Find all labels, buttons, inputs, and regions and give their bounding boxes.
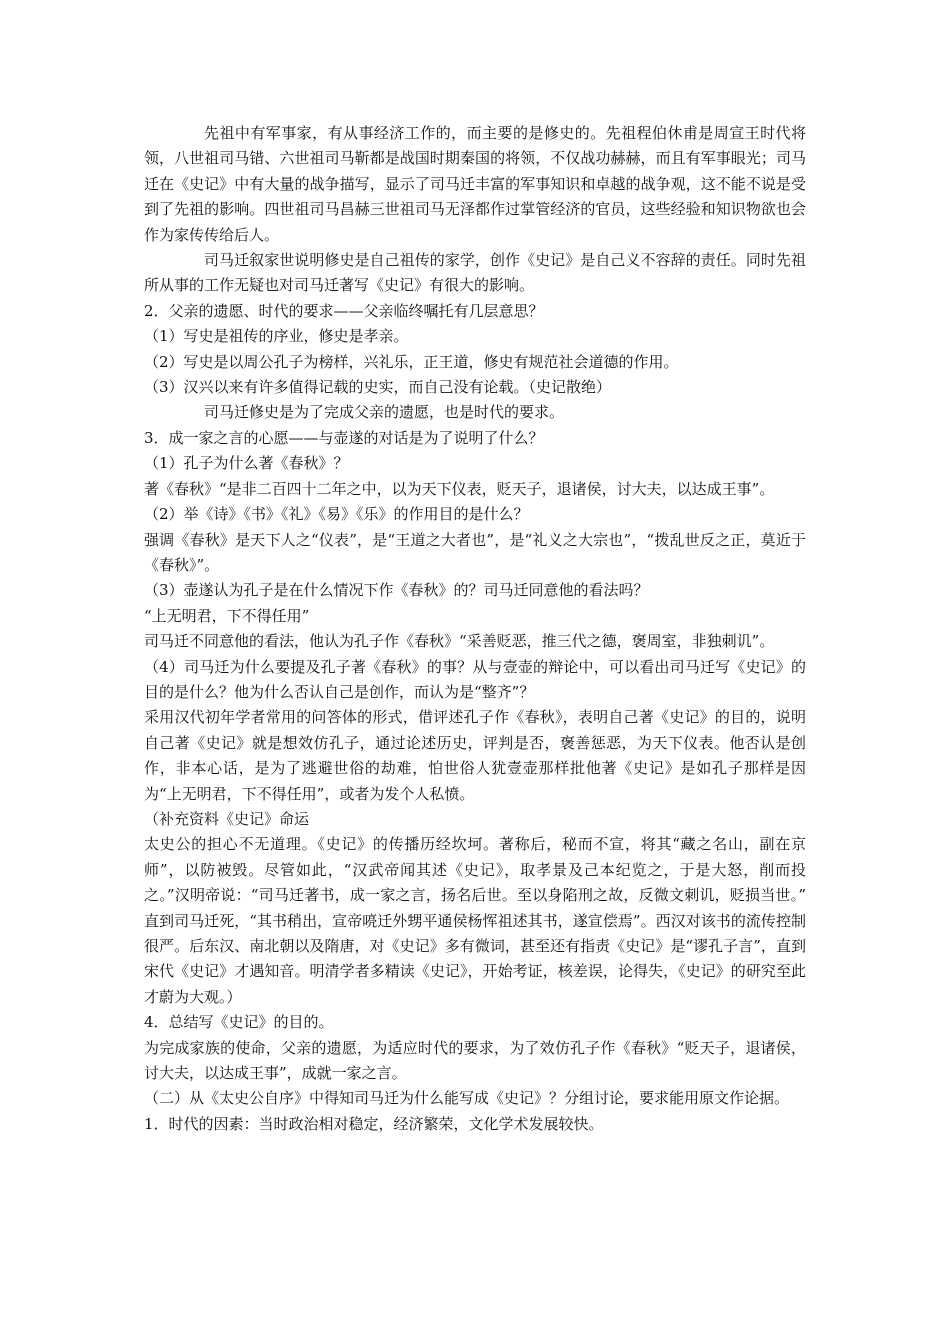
heading-father-wish: 2．父亲的遗愿、时代的要求——父亲临终嘱托有几层意思？ [144,301,544,320]
document-page [144,121,806,1137]
paragraph-summary: 司马迁修史是为了完成父亲的遗愿，也是时代的要求。 [204,403,565,422]
paragraph-ancestors: 先祖中有军事家，有从事经济工作的，而主要的是修史的。先祖程伯休甫是周宣王时代将领，八世祖司马错、六世祖司马靳都是战国时期秦国的将领，不仅战功赫赫，而且有军事眼光；司马迁在《史记》中有大量的战争描写，显示了司马迁丰富的军事知识和卓越的战争观，这不能不说是受到了先祖的影响。四世祖司马昌赫三世祖司马无泽都作过掌管经济的官员，这些经验和知识物欲也会作为家传传给后人。 [144,124,806,244]
paragraph-family-history: 司马迁叙家世说明修史是自己祖传的家学，创作《史记》是自己义不容辞的责任。同时先祖所从事的工作无疑也对司马迁著写《史记》有很大的影响。 [144,251,806,295]
answer: 司马迁不同意他的看法，他认为孔子作《春秋》“采善贬恶，推三代之德，褒周室，非独刺讥”。 [144,632,775,651]
heading-summary-purpose: 4．总结写《史记》的目的。 [144,1013,334,1032]
question: （1）孔子为什么著《春秋》？ [144,454,349,473]
list-item: （2）写史是以周公孔子为榜样，兴礼乐，正王道，修史有规范社会道德的作用。 [144,352,679,371]
answer: “上无明君，下不得任用” [144,606,310,625]
list-item: （3）汉兴以来有许多值得记载的史实，而自己没有论载。（史记散绝） [144,378,612,397]
question: （4）司马迁为什么要提及孔子著《春秋》的事？从与壹壶的辩论中，可以看出司马迁写《史记》的目的是什么？他为什么否认自己是创作，而认为是“整齐”？ [144,657,806,701]
question: （2）举《诗》《书》《礼》《易》《乐》的作用目的是什么？ [144,505,529,524]
answer: 为完成家族的使命，父亲的遗愿，为适应时代的要求，为了效仿孔子作《春秋》“贬天子，退诸侯，讨大夫，以达成王事”，成就一家之言。 [144,1038,806,1083]
answer: 采用汉代初年学者常用的问答体的形式，借评述孔子作《春秋》，表明自己著《史记》的目的，说明自己著《史记》就是想效仿孔子，通过论述历史，评判是否，褒善惩恶，为天下仪表。他否认是创作，非本心话，是为了逃避世俗的劫难，怕世俗人犹壹壶那样批他著《史记》是如孔子那样是因为“上无明君，下不得任用”，或者为发个人私愤。 [144,708,806,803]
answer: 著《春秋》“是非二百四十二年之中，以为天下仪表，贬天子，退诸侯，讨大夫，以达成王事”。 [144,479,775,498]
answer: 强调《春秋》是天下人之“仪表”，是“王道之大者也”，是“礼义之大宗也”，“拨乱世反之正，莫近于《春秋》”。 [144,530,806,574]
list-item: （1）写史是祖传的序业，修史是孝亲。 [144,327,409,346]
heading-one-school: 3．成一家之言的心愿——与壶遂的对话是为了说明了什么？ [144,428,544,447]
section-heading: （二）从《太史公自序》中得知司马迁为什么能写成《史记》？分组讨论，要求能用原文作论据。 [144,1089,790,1108]
question: （3）壶遂认为孔子是在什么情况下作《春秋》的？司马迁同意他的看法吗？ [144,581,649,600]
supplement-body: 太史公的担心不无道理。《史记》的传播历经坎坷。著称后，秘而不宣，将其“藏之名山，副在京师”，以防被毁。尽管如此，“汉武帝闻其述《史记》，取孝景及己本纪览之，于是大怒，削而投之。”汉明帝说：“司马迁著书，成一家之言，扬名后世。至以身陷刑之故，反微文刺讥，贬损当世。” 直到司马迁死，“其书稍出，宣帝喨迁外甥平通侯杨恽祖述其书，遂宣偿焉”。西汉对该书的流传控制很严。后东汉、南北朝以及隋唐，对《史记》多有微词，甚至还有指责《史记》是“谬孔子言”，直到宋代《史记》才遇知音。明清学者多精读《史记》，开始考证，核差误，论得失，《史记》的研究至此才蔚为大观。） [144,835,806,1006]
supplement-heading: （补充资料《史记》命运 [144,809,310,828]
list-item: 1．时代的因素：当时政治相对稳定，经济繁荣，文化学术发展较快。 [144,1114,604,1133]
